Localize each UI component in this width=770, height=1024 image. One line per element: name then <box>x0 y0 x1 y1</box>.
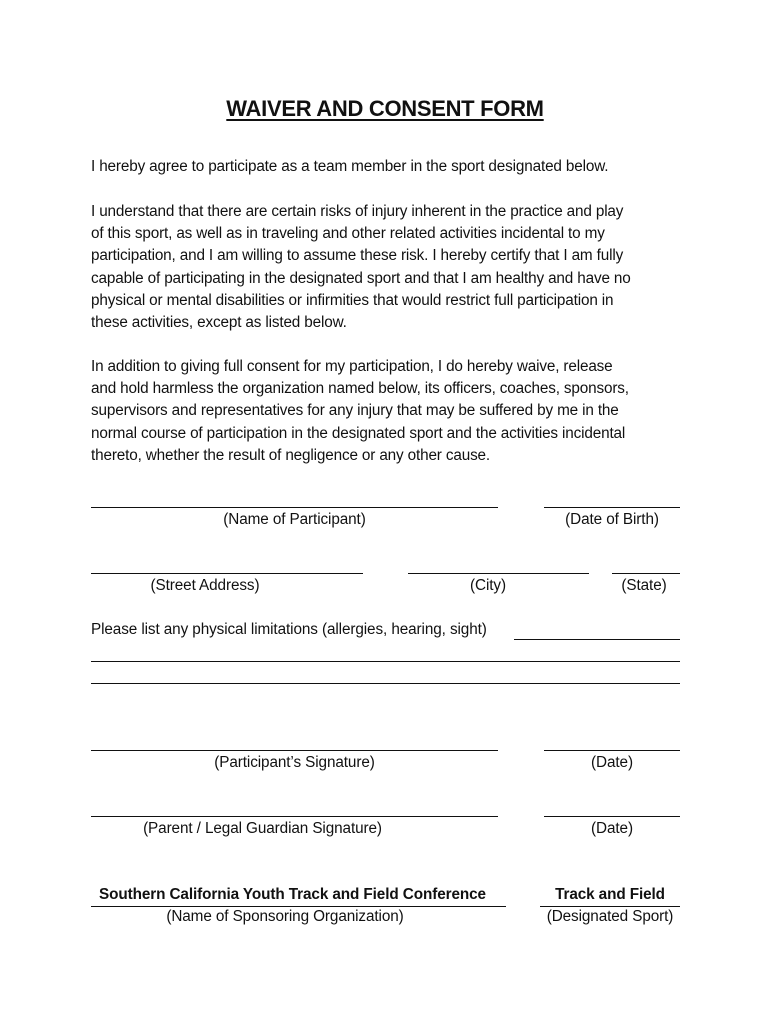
risk-line-5: physical or mental disabilities or infirmities that would restrict full participation in <box>91 291 614 309</box>
city-caption: (City) <box>470 577 506 594</box>
participant-name-field[interactable] <box>91 507 498 508</box>
guardian-signature-caption: (Parent / Legal Guardian Signature) <box>143 820 382 837</box>
guardian-date-field[interactable] <box>544 816 680 817</box>
risk-line-1: I understand that there are certain risks of injury inherent in the practice and play <box>91 203 624 220</box>
state-field[interactable] <box>612 573 680 574</box>
date-of-birth-caption: (Date of Birth) <box>565 511 659 528</box>
guardian-signature-field[interactable] <box>91 816 498 817</box>
risk-paragraph <box>91 201 691 334</box>
waiver-paragraph <box>91 356 691 467</box>
sponsoring-organization-caption: (Name of Sponsoring Organization) <box>166 908 404 925</box>
participant-date-field[interactable] <box>544 750 680 751</box>
city-field[interactable] <box>408 573 589 574</box>
guardian-date-caption: (Date) <box>591 820 633 837</box>
designated-sport-value: Track and Field <box>555 886 665 903</box>
sponsoring-organization-field[interactable] <box>91 906 506 907</box>
waiver-line-2: and hold harmless the organization named below, its officers, coaches, sponsors, <box>91 380 629 398</box>
risk-line-2: of this sport, as well as in traveling and other related activities incidental to my <box>91 225 605 243</box>
limitations-field-line-1[interactable] <box>514 639 680 640</box>
waiver-line-1: In addition to giving full consent for my participation, I do hereby waive, release <box>91 358 613 375</box>
intro-line: I hereby agree to participate as a team member in the sport designated below. <box>91 158 609 175</box>
form-title: WAIVER AND CONSENT FORM <box>226 96 544 121</box>
participant-signature-field[interactable] <box>91 750 498 751</box>
participant-name-caption: (Name of Participant) <box>223 511 366 528</box>
sponsoring-organization-value: Southern California Youth Track and Field Conference <box>99 886 486 903</box>
participant-date-caption: (Date) <box>591 754 633 771</box>
waiver-line-5: thereto, whether the result of negligence or any other cause. <box>91 446 491 464</box>
limitations-field-line-2[interactable] <box>91 661 680 662</box>
risk-line-6: these activities, except as listed below. <box>91 314 347 332</box>
limitations-field-line-3[interactable] <box>91 683 680 684</box>
risk-line-3: participation, and I am willing to assume these risk. I hereby certify that I am fully <box>91 247 624 265</box>
participant-signature-caption: (Participant’s Signature) <box>214 754 375 771</box>
risk-line-4: capable of participating in the designated sport and that I am healthy and have no <box>91 269 631 287</box>
street-address-field[interactable] <box>91 573 363 574</box>
date-of-birth-field[interactable] <box>544 507 680 508</box>
limitations-prompt: Please list any physical limitations (allergies, hearing, sight) <box>91 621 487 638</box>
street-address-caption: (Street Address) <box>150 577 260 594</box>
state-caption: (State) <box>621 577 667 594</box>
designated-sport-caption: (Designated Sport) <box>546 908 674 925</box>
intro-paragraph <box>91 156 691 178</box>
waiver-line-4: normal course of participation in the designated sport and the activities incidental <box>91 424 626 442</box>
designated-sport-field[interactable] <box>540 906 680 907</box>
waiver-line-3: supervisors and representatives for any injury that may be suffered by me in the <box>91 402 619 420</box>
